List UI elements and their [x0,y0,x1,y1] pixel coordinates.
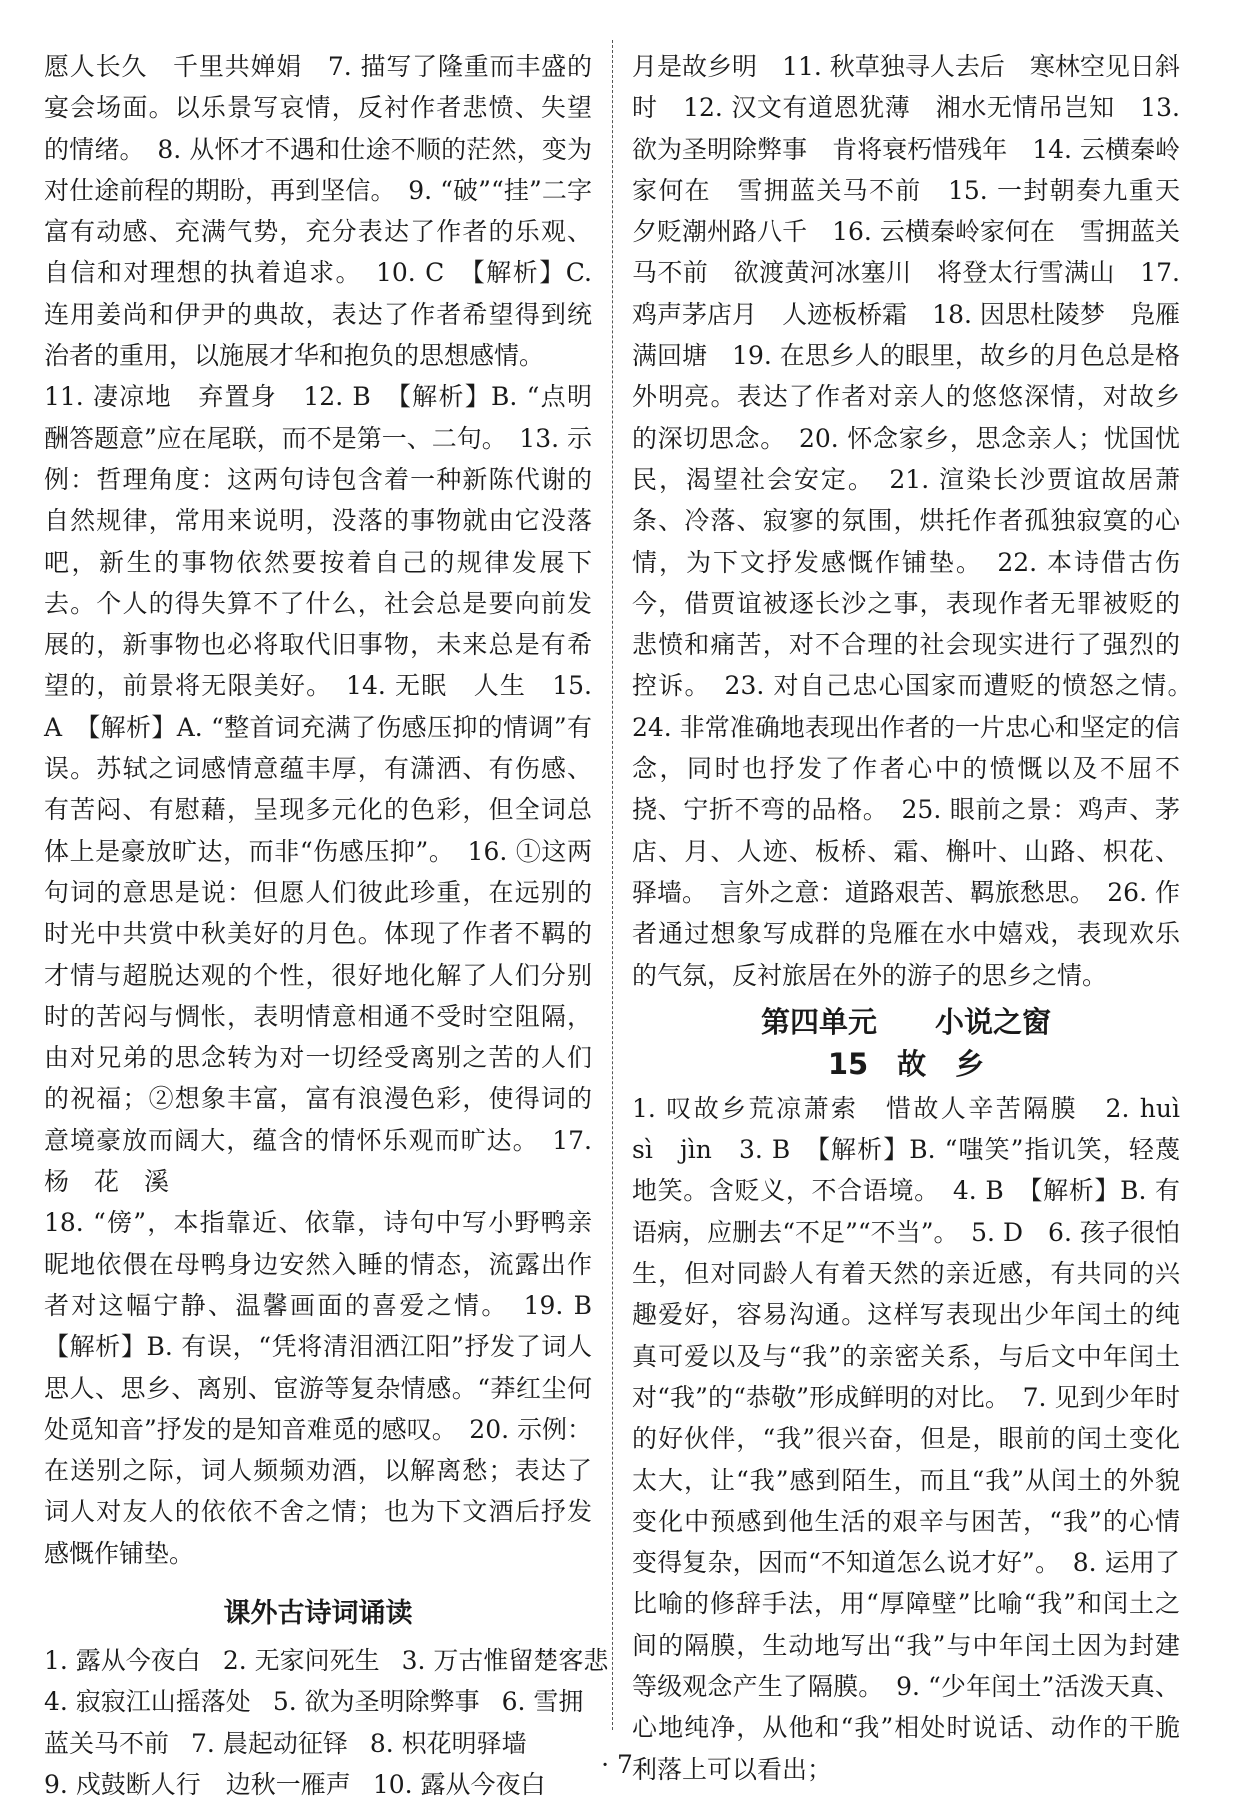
answer-item: 2. 无家问死生 [222,1645,380,1675]
answer-item: 1. 露从今夜白 [44,1645,201,1675]
answer-row [44,1640,609,1681]
answer-row [44,1681,592,1722]
column-divider [612,40,613,1730]
unit-title: 第四单元 小说之窗 [760,1004,1051,1039]
answer-item: 7. 晨起动征铎 [191,1728,348,1758]
answer-item: 8. 枳花明驿墙 [369,1728,527,1758]
page-number: · 7 · [601,1750,649,1779]
right-column [632,46,1206,1790]
answer-item: 9. 戍鼓断人行 边秋一雁声 [44,1769,351,1799]
answer-item: 3. 万古惟留楚客悲 [401,1645,609,1675]
section-title: 课外古诗词诵读 [223,1597,413,1629]
answer-paragraph: 1. 叹故乡荒凉萧索 惜故人辛苦隔膜 2. huì sì jìn 3. B 【解析】B. “嗤笑”指讥笑，轻蔑地笑。含贬义，不合语境。 4. B 【解析】B. 有语病，应删去“不足”“不当”。 5. D 6. 孩子很怕生，但对同龄人有着天然的亲近感，有共同的兴趣爱好，容易沟通。这样写表现出少年闰土的纯真可爱以及与“我”的亲密关系，与后文中年闰土对“我”的“恭敬”形成鲜明的对比。 7. 见到少年时的好伙伴，“我”很兴奋，但是，眼前的闰土变化太大，让“我”感到陌生，而且“我”从闰土的外貌变化中预感到他生活的艰辛与困苦，“我”的心情变得复杂，因而“不知道怎么说才好”。 8. 运用了比喻的修辞手法，用“厚障壁”比喻“我”和闰土之间的隔膜，生动地写出“我”与中年闰土因为封建等级观念产生了隔膜。 9. “少年闰土”活泼天真、心地纯净，从他和“我”相处时说话、动作的干脆利落上可以看出； [632,1093,1206,1784]
answer-paragraph: 11. 凄凉地 弃置身 12. B 【解析】B. “点明酬答题意”应在尾联，而不是第一、二句。 13. 示例：哲理角度：这两句诗包含着一种新陈代谢的自然规律，常用来说明，没落的事物就由它没落吧，新生的事物依然要按着自己的规律发展下去。个人的得失算不了什么，社会总是要向前发展的，新事物也必将取代旧事物，未来总是有希望的，前景将无限美好。 14. 无眠 人生 15. A 【解析】A. “整首词充满了伤感压抑的情调”有误。苏轼之词感情意蕴丰厚，有潇洒、有伤感、有苦闷、有慰藉，呈现多元化的色彩，但全词总体上是豪放旷达，而非“伤感压抑”。 16. ①这两句词的意思是说：但愿人们彼此珍重，在远别的时光中共赏中秋美好的月色。体现了作者不羁的才情与超脱达观的个性，很好地化解了人们分别时的苦闷与惆怅，表明情意相通不受时空阻隔，由对兄弟的思念转为对一切经受离别之苦的人们的祝福；②想象丰富，富有浪漫色彩，使得词的意境豪放而阔大，蕴含的情怀乐观而旷达。 17. 杨 花 溪 [44,382,592,1197]
answer-paragraph: 18. “傍”，本指靠近、依靠，诗句中写小野鸭亲昵地依偎在母鸭身边安然入睡的情态，流露出作者对这幅宁静、温馨画面的喜爱之情。 19. B 【解析】B. 有误，“凭将清泪洒江阳”抒发了词人思人、思乡、离别、宦游等复杂情感。“莽红尘何处觅知音”抒发的是知音难觅的感叹。 20. 示例：在送别之际，词人频频劝酒，以解离愁；表达了词人对友人的依依不舍之情；也为下文酒后抒发感慨作铺垫。 [44,1208,618,1568]
lesson-title: 15 故 乡 [827,1046,985,1081]
answer-paragraph: 愿人长久 千里共婵娟 7. 描写了隆重而丰盛的宴会场面。以乐景写哀情，反衬作者悲愤、失望的情绪。 8. 从怀才不遇和仕途不顺的茫然，变为对仕途前程的期盼，再到坚信。 9. “破”“挂”二字富有动感、充满气势，充分表达了作者的乐观、自信和对理想的执着追求。 10. C 【解析】C. 连用姜尚和伊尹的典故，表达了作者希望得到统治者的重用，以施展才华和抱负的思想感情。 [44,52,592,371]
answer-item: 5. 欲为圣明除弊事 [272,1687,480,1717]
answer-item: 蓝关马不前 [44,1728,170,1758]
left-column [44,46,618,1805]
answer-item: 6. 雪拥 [501,1687,584,1717]
answer-item: 10. 露从今夜白 [372,1769,546,1799]
answer-item: 4. 寂寂江山摇落处 [44,1687,251,1717]
answer-paragraph: 月是故乡明 11. 秋草独寻人去后 寒林空见日斜时 12. 汉文有道恩犹薄 湘水无情吊岂知 13. 欲为圣明除弊事 肯将衰朽惜残年 14. 云横秦岭家何在 雪拥蓝关马不前 15. 一封朝奏九重天 夕贬潮州路八千 16. 云横秦岭家何在 雪拥蓝关马不前 欲渡黄河冰塞川 将登太行雪满山 17. 鸡声茅店月 人迹板桥霜 18. 因思杜陵梦 凫雁满回塘 19. 在思乡人的眼里，故乡的月色总是格外明亮。表达了作者对亲人的悠悠深情，对故乡的深切思念。 20. 怀念家乡，思念亲人；忧国忧民，渴望社会安定。 21. 渲染长沙贾谊故居萧条、冷落、寂寥的氛围，烘托作者孤独寂寞的心情，为下文抒发感慨作铺垫。 22. 本诗借古伤今，借贾谊被逐长沙之事，表现作者无罪被贬的悲愤和痛苦，对不合理的社会现实进行了强烈的控诉。 23. 对自己忠心国家而遭贬的愤怒之情。 24. 非常准确地表现出作者的一片忠心和坚定的信念，同时也抒发了作者心中的愤慨以及不屈不挠、宁折不弯的品格。 25. 眼前之景：鸡声、茅店、月、人迹、板桥、霜、槲叶、山路、枳花、驿墙。 言外之意：道路艰苦、羁旅愁思。 26. 作者通过想象写成群的凫雁在水中嬉戏，表现欢乐的气氛，反衬旅居在外的游子的思乡之情。 [632,52,1206,990]
